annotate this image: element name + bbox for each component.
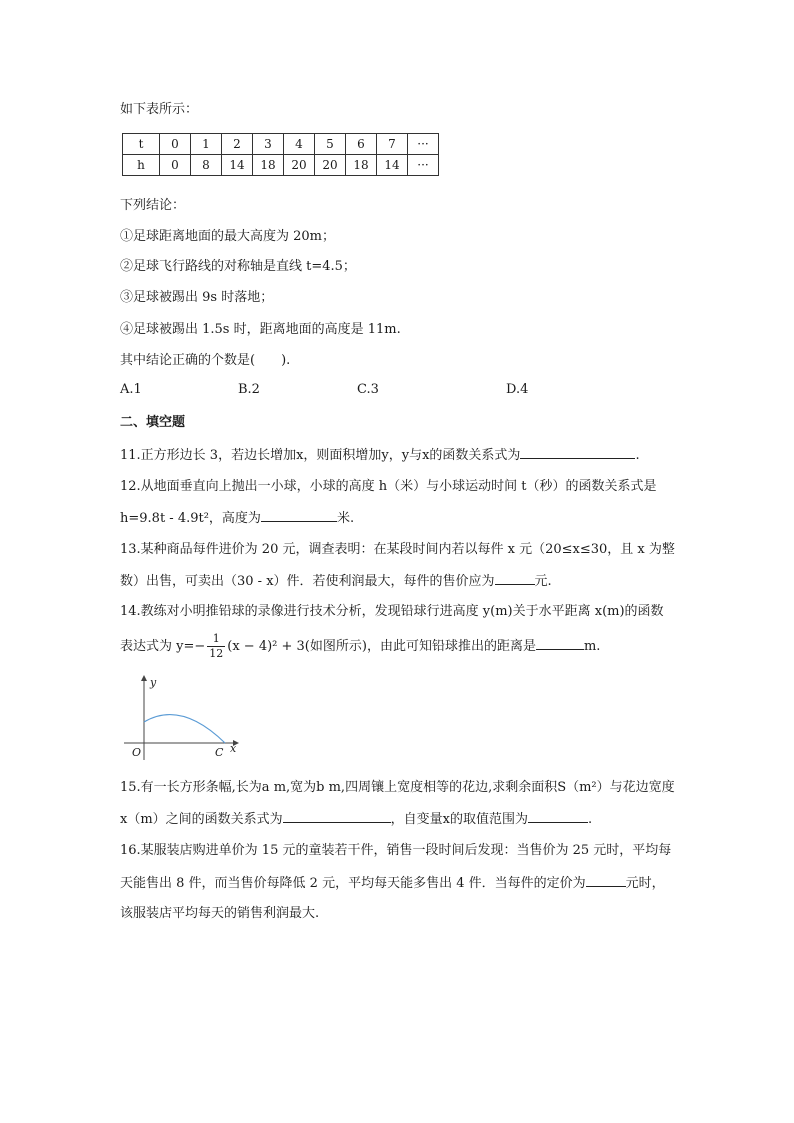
q14-end: m. — [583, 639, 601, 654]
q11-end: . — [635, 448, 640, 463]
conclusion-2: ②足球飞行路线的对称轴是直线 t=4.5； — [120, 259, 356, 274]
q16-line1: 16.某服装店购进单价为 15 元的童装若干件，销售一段时间后发现：当售价为 25 元时，平均每 — [120, 843, 672, 858]
table-h-cell: 0 — [160, 155, 191, 176]
conclusion-3: ③足球被踢出 9s 时落地； — [120, 290, 274, 305]
table-h-cell: 14 — [222, 155, 253, 176]
q15-blank-2 — [528, 809, 588, 823]
q16-blank — [586, 873, 626, 887]
q15-blank-1 — [283, 809, 391, 823]
conclusion-1: ①足球距离地面的最大高度为 20m； — [120, 229, 336, 244]
table-h-cell: ··· — [408, 155, 439, 176]
table-h-cell: 14 — [377, 155, 408, 176]
q14-line1: 14.教练对小明推铅球的录像进行技术分析，发现铅球行进高度 y(m)关于水平距离 x(m)的函数 — [120, 604, 664, 619]
origin-label: O — [132, 746, 142, 759]
table-h-cell: 20 — [315, 155, 346, 176]
y-axis-label: y — [150, 676, 157, 689]
table-h-cell: 8 — [191, 155, 222, 176]
option-a: A.1 — [120, 382, 142, 397]
table-t-cell: 1 — [191, 134, 222, 155]
data-table — [122, 133, 439, 176]
question-text: 其中结论正确的个数是( ). — [120, 353, 291, 368]
q16-end: 元时， — [625, 876, 665, 891]
table-t-cell: 3 — [253, 134, 284, 155]
q15-end: . — [588, 812, 593, 827]
table-t-cell: ··· — [408, 134, 439, 155]
question-14-line2 — [120, 630, 600, 664]
option-c: C.3 — [357, 382, 379, 397]
table-h-cell: h — [123, 155, 160, 176]
question-13-line2 — [120, 571, 552, 592]
q12-text: h=9.8t - 4.9t²，高度为 — [120, 511, 261, 526]
q11-blank — [520, 445, 635, 459]
q14-blank — [536, 636, 584, 650]
table-h-cell: 20 — [284, 155, 315, 176]
q14-fraction: $\frac{1}{12}$ — [209, 632, 224, 660]
conclusions-intro: 下列结论： — [120, 198, 186, 213]
option-d: D.4 — [506, 382, 529, 397]
q12-end: 米. — [336, 511, 355, 526]
q15-line1: 15.有一长方形条幅,长为a m,宽为b m,四周镶上宽度相等的花边,求剩余面积S（m²）与花边宽度 — [120, 780, 675, 795]
table-t-cell: 7 — [377, 134, 408, 155]
table-t-cell: 0 — [160, 134, 191, 155]
q11-text: 11.正方形边长 3，若边长增加x，则面积增加y，y与x的函数关系式为 — [120, 448, 521, 463]
x-axis-label: x — [230, 742, 237, 755]
q15-mid: ，自变量x的取值范围为 — [390, 812, 529, 827]
q15-text: x（m）之间的函数关系式为 — [120, 812, 283, 827]
question-15-line2 — [120, 809, 592, 830]
table-h-cell: 18 — [253, 155, 284, 176]
q13-blank — [495, 571, 535, 585]
question-11 — [120, 445, 640, 466]
table-t-cell: 2 — [222, 134, 253, 155]
conclusion-4: ④足球被踢出 1.5s 时，距离地面的高度是 11m. — [120, 322, 401, 337]
table-row-t — [123, 134, 439, 155]
question-16-line2 — [120, 873, 665, 894]
table-h-cell: 18 — [346, 155, 377, 176]
table-t-cell: t — [123, 134, 160, 155]
table-row-h — [123, 155, 439, 176]
table-t-cell: 4 — [284, 134, 315, 155]
q14-text: 表达式为 y=− — [120, 639, 206, 654]
section-title: 二、填空题 — [120, 415, 186, 430]
table-t-cell: 6 — [346, 134, 377, 155]
q16-text: 天能售出 8 件，而当售价每降低 2 元，平均每天能多售出 4 件．当每件的定价为 — [120, 876, 586, 891]
option-b: B.2 — [238, 382, 260, 397]
table-t-cell: 5 — [315, 134, 346, 155]
q16-line3: 该服装店平均每天的销售利润最大. — [120, 906, 320, 921]
point-c-label: C — [215, 746, 224, 759]
intro-text: 如下表所示： — [120, 102, 199, 117]
q13-line1: 13.某种商品每件进价为 20 元，调查表明：在某段时间内若以每件 x 元（20≤x≤30，且 x 为整 — [120, 542, 675, 557]
parabola-graph — [118, 672, 243, 764]
q12-line1: 12.从地面垂直向上抛出一小球，小球的高度 h（米）与小球运动时间 t（秒）的函数关系式是 — [120, 479, 657, 494]
q13-text: 数）出售，可卖出（30 - x）件．若使利润最大，每件的售价应为 — [120, 574, 495, 589]
q13-end: 元. — [534, 574, 552, 589]
q14-mid: (x − 4)² + 3(如图所示)，由此可知铅球推出的距离是 — [227, 639, 536, 654]
q12-blank — [261, 508, 337, 522]
question-12-line2 — [120, 508, 354, 529]
